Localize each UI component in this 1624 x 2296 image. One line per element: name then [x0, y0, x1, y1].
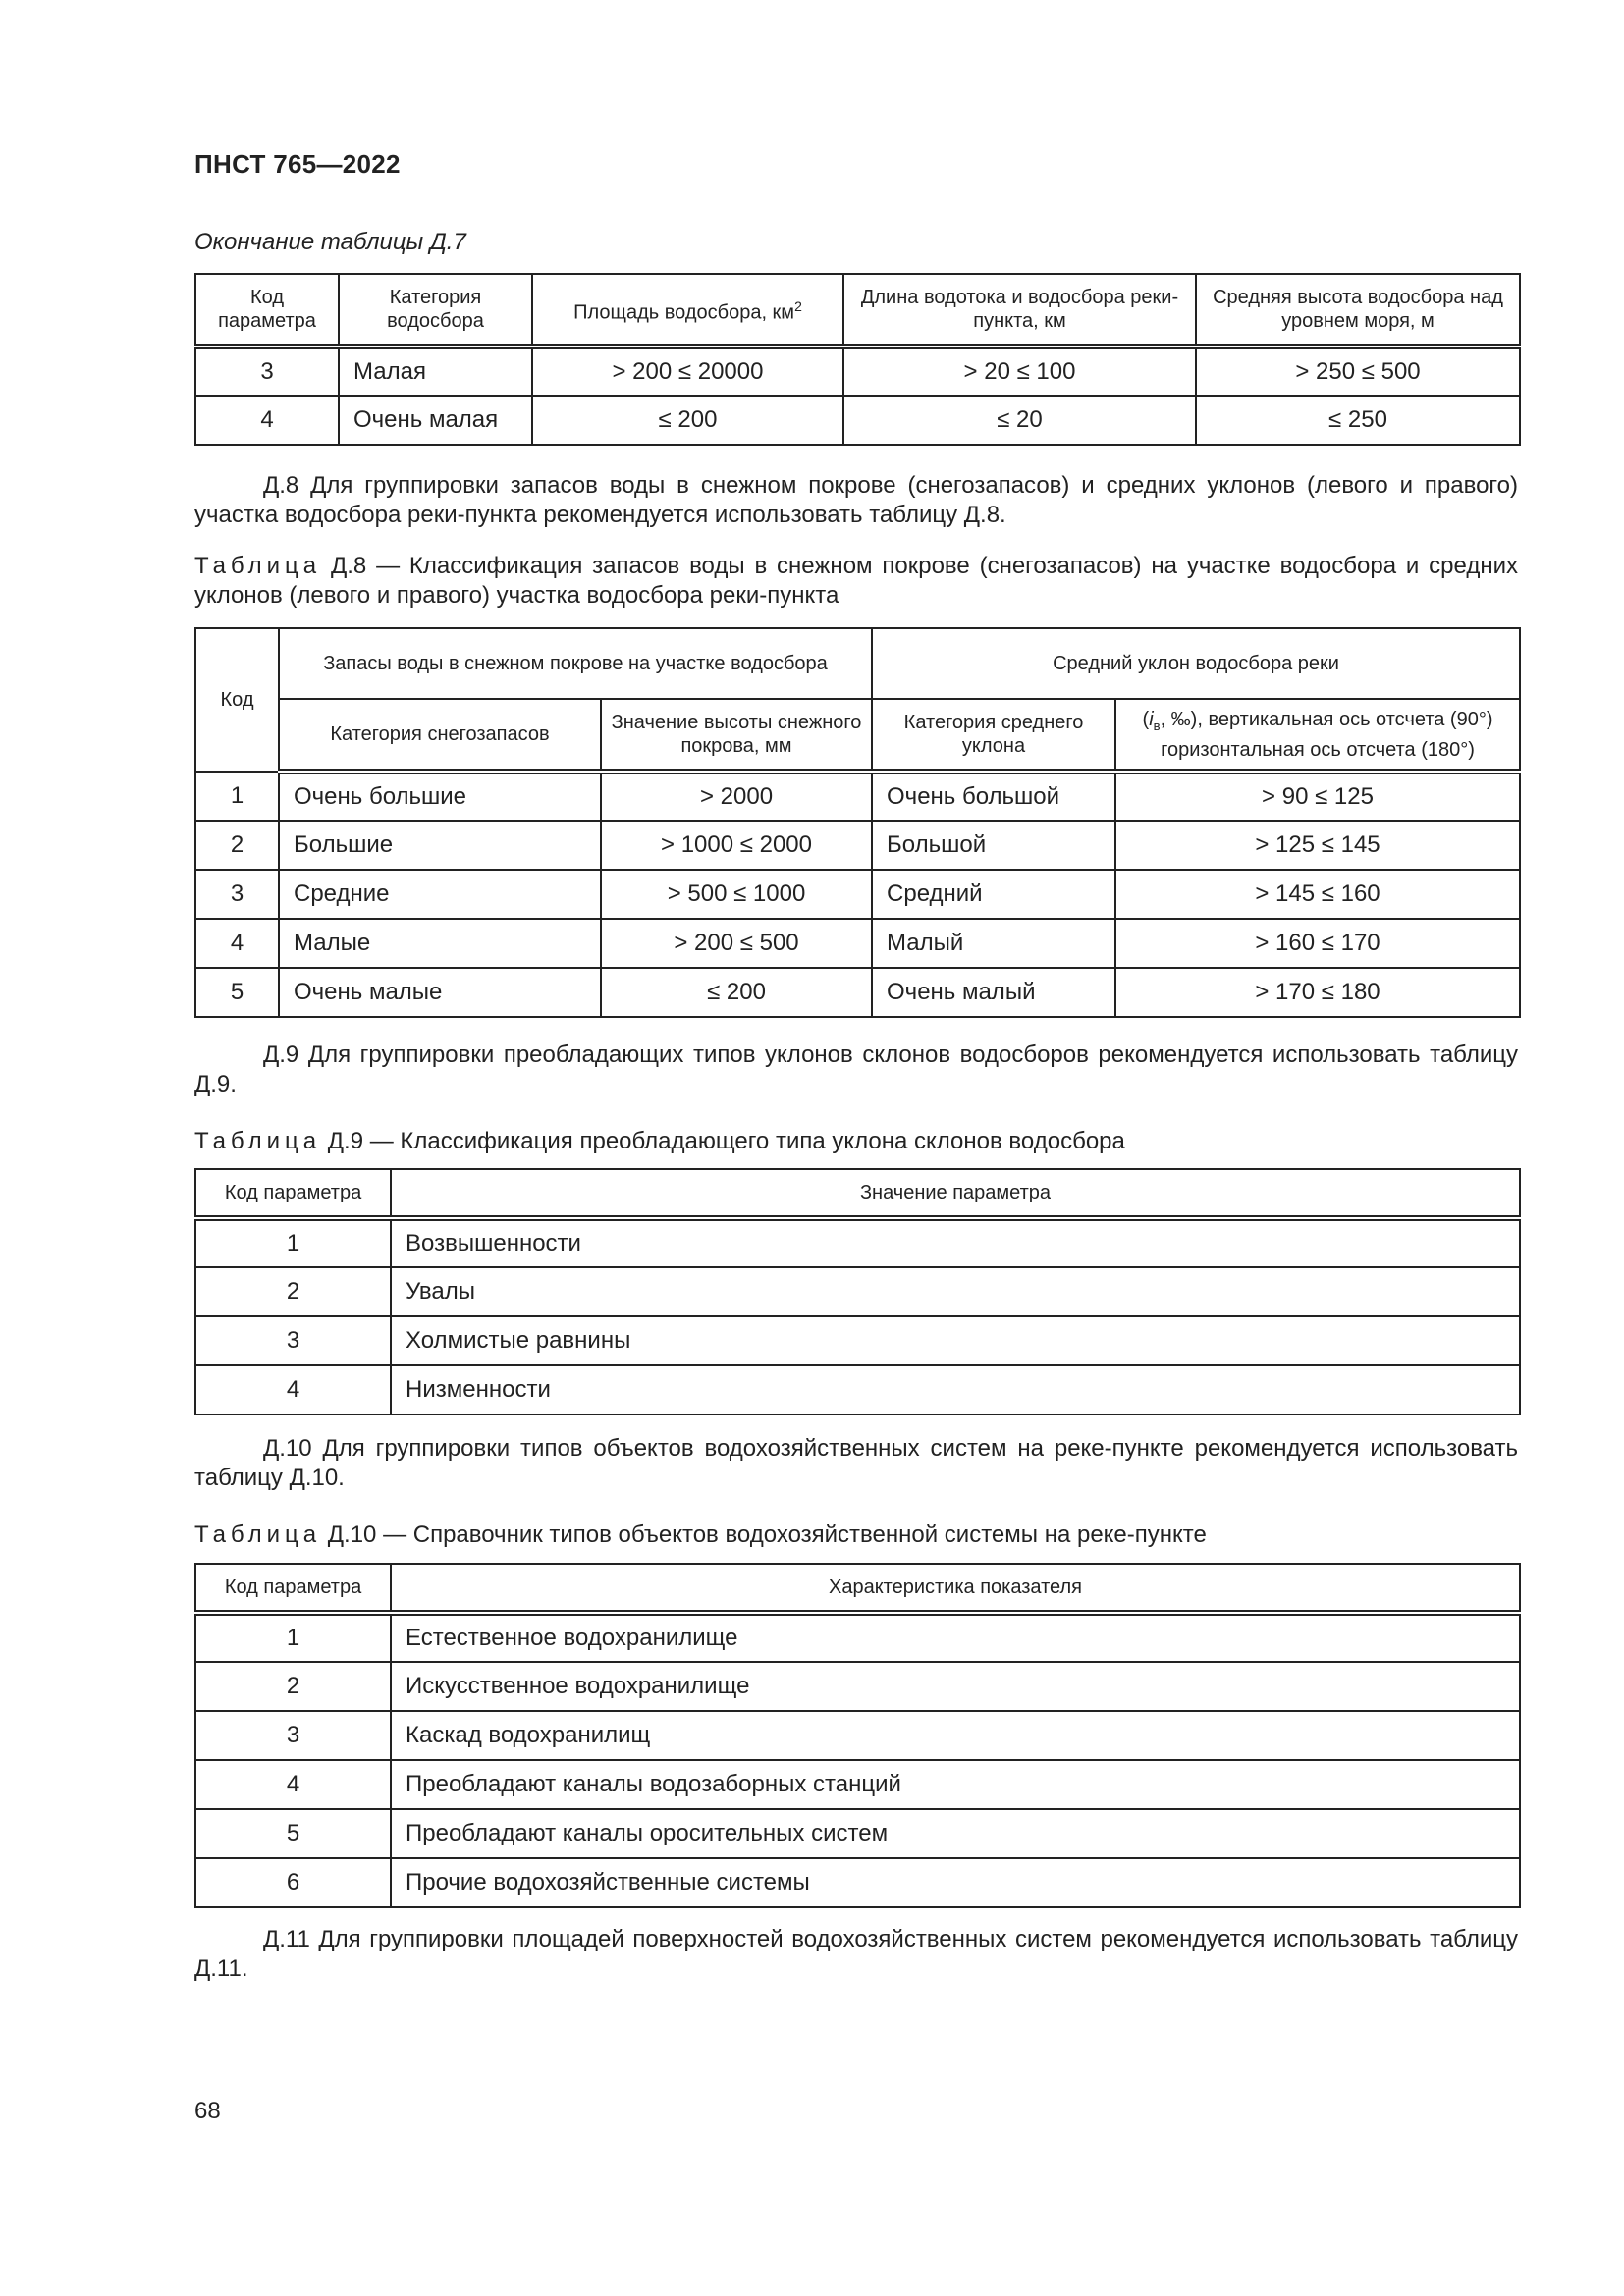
table-cell: > 160 ≤ 170	[1115, 919, 1520, 968]
table-row	[195, 1316, 1520, 1365]
table-row	[195, 1711, 1520, 1760]
table7-header-length: Длина водотока и водосбора реки-пункта, км	[843, 274, 1196, 347]
table-cell: Прочие водохозяйственные системы	[391, 1858, 1520, 1907]
table-cell: Очень малые	[279, 968, 601, 1017]
table-cell: Холмистые равнины	[391, 1316, 1520, 1365]
table-cell: Очень большой	[872, 772, 1115, 821]
area-unit-superscript: 2	[794, 297, 802, 314]
table-cell: > 1000 ≤ 2000	[601, 821, 872, 870]
table7-header-height: Средняя высота водосбора над уровнем моря, м	[1196, 274, 1520, 347]
table-row	[195, 1365, 1520, 1415]
table9-header-value: Значение параметра	[391, 1169, 1520, 1218]
table-cell: Средние	[279, 870, 601, 919]
table-cell: Очень малая	[339, 396, 532, 445]
table-cell: Малые	[279, 919, 601, 968]
table8-header-slope-value: ($i_в$, ‰), вертикальная ось отсчета (90°) горизонтальная ось отсчета (180°)	[1115, 699, 1520, 772]
paragraph-d9: Д.9 Для группировки преобладающих типов уклонов склонов водосборов рекомендуется использовать таблицу Д.9.	[194, 1041, 1518, 1097]
table-row	[195, 821, 1520, 870]
table9-caption: Таблица Д.9 — Классификация преобладающего типа уклона склонов водосбора	[194, 1128, 1125, 1154]
table-row	[195, 1760, 1520, 1809]
table-cell: Увалы	[391, 1267, 1520, 1316]
table-row	[195, 870, 1520, 919]
table8-header-slope-category: Категория среднего уклона	[872, 699, 1115, 772]
paragraph-d10: Д.10 Для группировки типов объектов водохозяйственных систем на реке-пункте рекомендуется использовать таблицу Д.10.	[194, 1435, 1518, 1491]
table-cell: ≤ 200	[532, 396, 843, 445]
table8-caption: Таблица Д.8 — Классификация запасов воды в снежном покрове (снегозапасов) на участке водосбора и средних уклонов (левого и правого) участка водосбора реки-пункта	[194, 553, 1518, 609]
table-cell: Средний	[872, 870, 1115, 919]
table-cell: 2	[195, 821, 279, 870]
table8-header-snow-group: Запасы воды в снежном покрове на участке водосбора	[279, 628, 872, 699]
document-code: ПНСТ 765—2022	[194, 149, 401, 179]
table7-header-category: Категория водосбора	[339, 274, 532, 347]
table10-header-characteristic: Характеристика показателя	[391, 1564, 1520, 1613]
table-cell: 5	[195, 968, 279, 1017]
paragraph-d11: Д.11 Для группировки площадей поверхностей водохозяйственных систем рекомендуется использовать таблицу Д.11.	[194, 1926, 1518, 1982]
table-cell: Искусственное водохранилище	[391, 1662, 1520, 1711]
table-cell: > 2000	[601, 772, 872, 821]
table-row	[195, 1613, 1520, 1662]
table-row	[195, 1662, 1520, 1711]
table7-header-area: Площадь водосбора, $км^2$	[532, 274, 843, 347]
table-cell: 1	[195, 772, 279, 821]
table-cell: Каскад водохранилищ	[391, 1711, 1520, 1760]
table-cell: > 20 ≤ 100	[843, 347, 1196, 396]
table-cell: Преобладают каналы оросительных систем	[391, 1809, 1520, 1858]
table-cell: 1	[195, 1218, 391, 1267]
table8-header-code: Код	[195, 628, 279, 772]
table-d10	[194, 1563, 1521, 1908]
table7-caption: Окончание таблицы Д.7	[194, 229, 466, 255]
paragraph-d8: Д.8 Для группировки запасов воды в снежном покрове (снегозапасов) и средних уклонов (левого и правого) участка водосбора реки-пункта рекомендуется использовать таблицу Д.8.	[194, 472, 1518, 528]
table-cell: Естественное водохранилище	[391, 1613, 1520, 1662]
table-cell: ≤ 20	[843, 396, 1196, 445]
table-cell: Малый	[872, 919, 1115, 968]
table-cell: 4	[195, 1760, 391, 1809]
table-cell: Низменности	[391, 1365, 1520, 1415]
table8-header-snow-value: Значение высоты снежного покрова, мм	[601, 699, 872, 772]
table-d8	[194, 627, 1521, 1018]
table-cell: > 250 ≤ 500	[1196, 347, 1520, 396]
table-cell: Большой	[872, 821, 1115, 870]
table8-header-slope-group: Средний уклон водосбора реки	[872, 628, 1520, 699]
table-cell: 4	[195, 396, 339, 445]
table-cell: > 125 ≤ 145	[1115, 821, 1520, 870]
table-cell: ≤ 250	[1196, 396, 1520, 445]
table-cell: 3	[195, 870, 279, 919]
table-cell: 3	[195, 1711, 391, 1760]
table-row	[195, 772, 1520, 821]
table-cell: 3	[195, 347, 339, 396]
table-cell: > 200 ≤ 20000	[532, 347, 843, 396]
table-cell: Преобладают каналы водозаборных станций	[391, 1760, 1520, 1809]
table-cell: Малая	[339, 347, 532, 396]
table10-caption: Таблица Д.10 — Справочник типов объектов водохозяйственной системы на реке-пункте	[194, 1522, 1207, 1548]
table-d9	[194, 1168, 1521, 1415]
page-number: 68	[194, 2098, 221, 2124]
table-row	[195, 1858, 1520, 1907]
table-cell: Возвышенности	[391, 1218, 1520, 1267]
table-row	[195, 1218, 1520, 1267]
table-row	[195, 396, 1520, 445]
table8-header-snow-category: Категория снегозапасов	[279, 699, 601, 772]
table-cell: > 170 ≤ 180	[1115, 968, 1520, 1017]
table-cell: Очень малый	[872, 968, 1115, 1017]
table-row	[195, 347, 1520, 396]
table-cell: 2	[195, 1267, 391, 1316]
table10-header-code: Код параметра	[195, 1564, 391, 1613]
table-cell: Большие	[279, 821, 601, 870]
table-cell: > 500 ≤ 1000	[601, 870, 872, 919]
table-cell: Очень большие	[279, 772, 601, 821]
table-d7	[194, 273, 1521, 446]
table-cell: 1	[195, 1613, 391, 1662]
table-cell: 4	[195, 1365, 391, 1415]
table-cell: > 200 ≤ 500	[601, 919, 872, 968]
table-row	[195, 968, 1520, 1017]
table9-header-code: Код параметра	[195, 1169, 391, 1218]
table7-header-code: Код параметра	[195, 274, 339, 347]
table-row	[195, 919, 1520, 968]
table-cell: > 90 ≤ 125	[1115, 772, 1520, 821]
table-cell: ≤ 200	[601, 968, 872, 1017]
table-cell: 2	[195, 1662, 391, 1711]
table-cell: 5	[195, 1809, 391, 1858]
table-row	[195, 1267, 1520, 1316]
table-cell: 4	[195, 919, 279, 968]
table-cell: 6	[195, 1858, 391, 1907]
table-cell: > 145 ≤ 160	[1115, 870, 1520, 919]
table-row	[195, 1809, 1520, 1858]
table-cell: 3	[195, 1316, 391, 1365]
